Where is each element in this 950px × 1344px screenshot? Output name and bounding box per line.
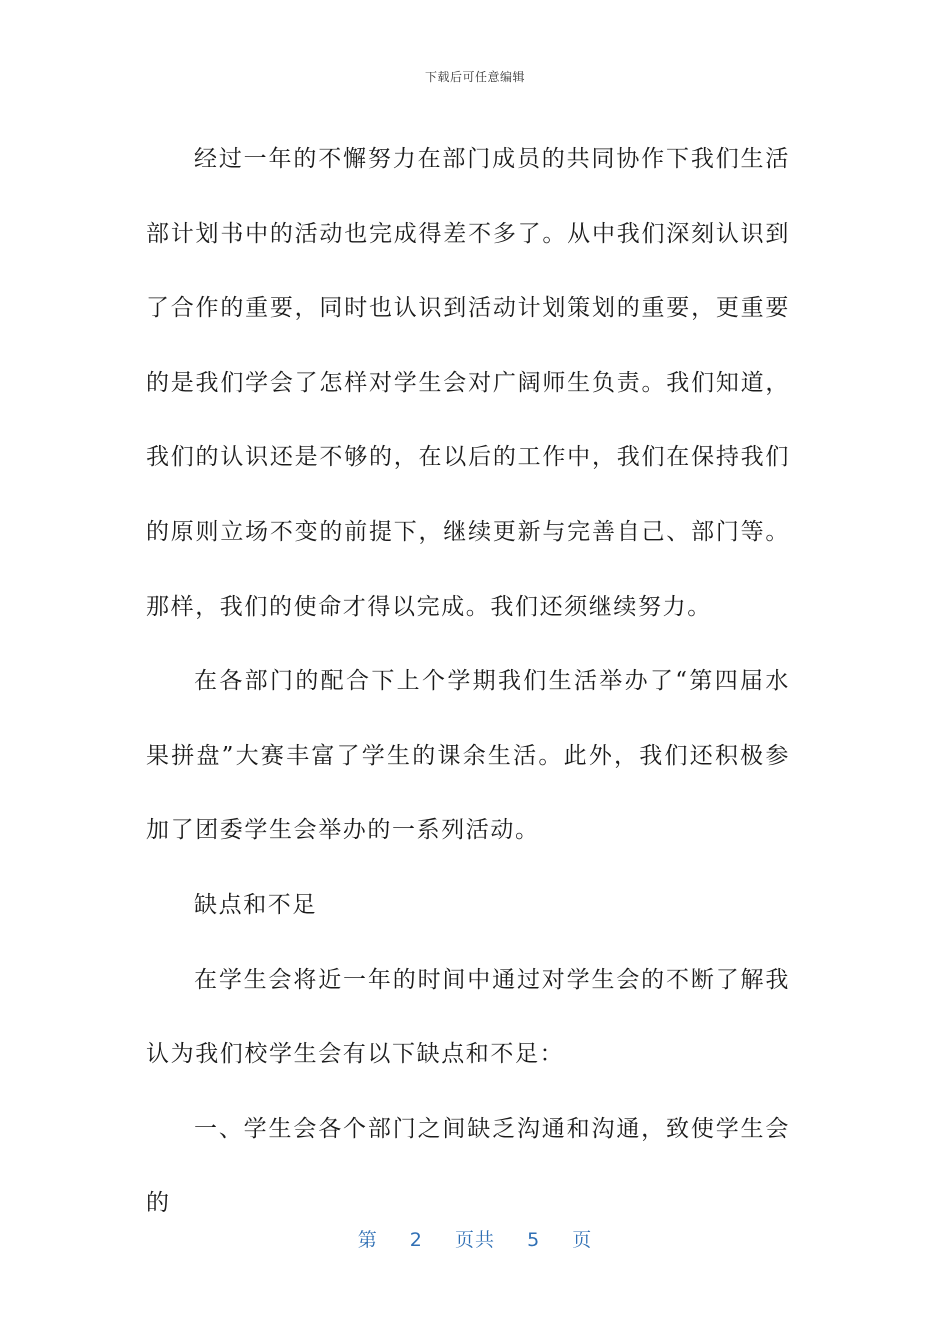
paragraph-point-one: 一、学生会各个部门之间缺乏沟通和沟通，致使学生会的 — [146, 1115, 790, 1217]
paragraph-summary: 经过一年的不懈努力在部门成员的共同协作下我们生活部计划书中的活动也完成得差不多了。从中我们深刻认识到了合作的重要，同时也认识到活动计划策划的重要，更重要的是我们学会了怎样对学生会对广阔师生负责。我们知道，我们的认识还是不够的，在以后的工作中，我们在保持我们的原则立场不变的前提下，继续更新与完善自己、部门等。那样，我们的使命才得以完成。我们还须继续努力。 — [146, 146, 790, 620]
paragraph-activities: 在各部门的配合下上个学期我们生活举办了“第四届水果拼盘”大赛丰富了学生的课余生活。此外，我们还积极参加了团委学生会举办的一系列活动。 — [146, 668, 790, 844]
footer-total-pages: 5 — [527, 1229, 541, 1251]
footer-middle: 页共 — [454, 1229, 495, 1251]
footer-current-page: 2 — [409, 1229, 423, 1251]
footer-prefix: 第 — [357, 1229, 378, 1251]
page-header-note: 下载后可任意编辑 — [424, 70, 525, 84]
footer-suffix: 页 — [572, 1229, 593, 1251]
page-footer — [0, 1225, 950, 1252]
section-heading-shortcomings: 缺点和不足 — [194, 891, 317, 918]
paragraph-shortcomings-intro: 在学生会将近一年的时间中通过对学生会的不断了解我认为我们校学生会有以下缺点和不足： — [146, 966, 790, 1068]
document-body — [146, 122, 790, 1241]
